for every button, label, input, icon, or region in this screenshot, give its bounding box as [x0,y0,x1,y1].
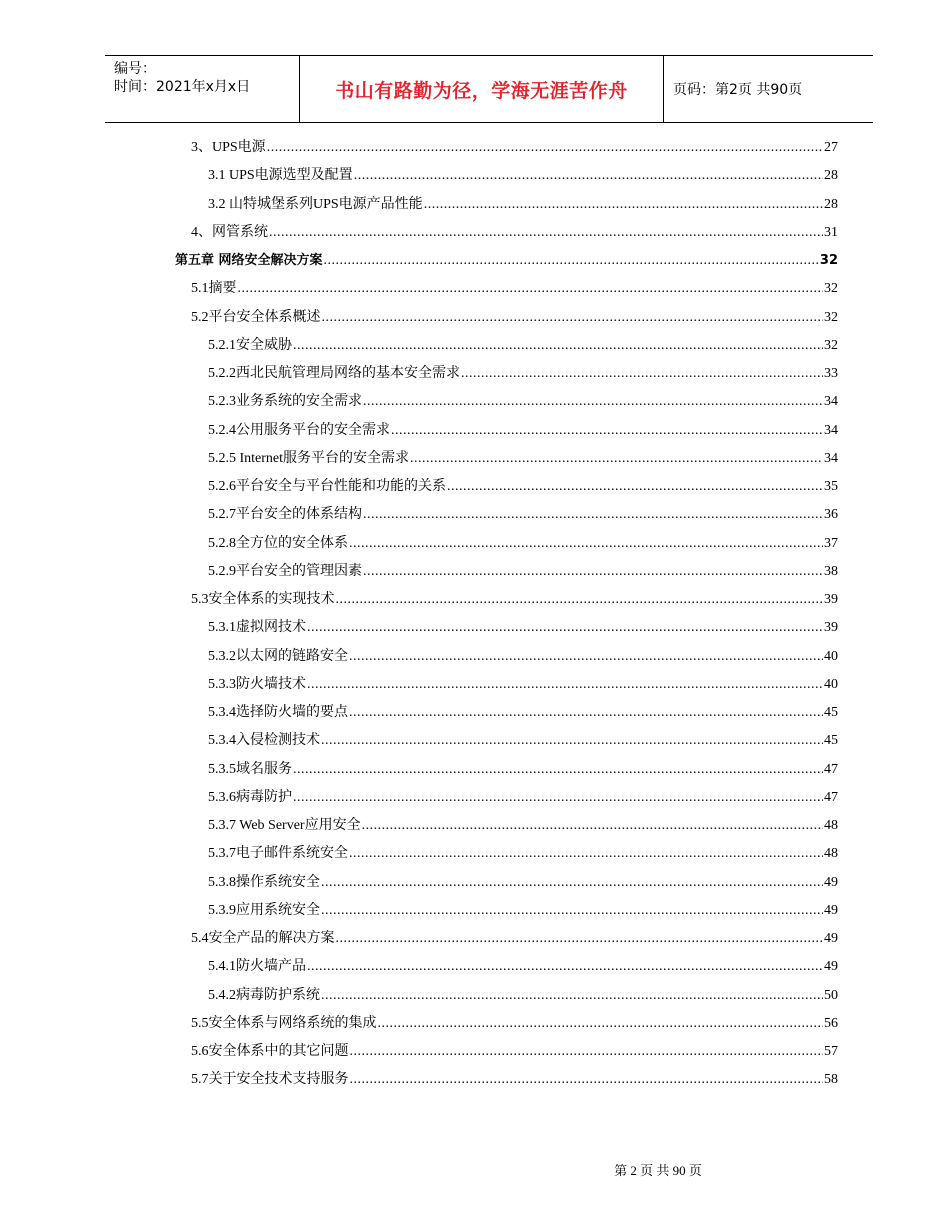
toc-entry-title: 5.2.1安全威胁 [208,337,292,353]
toc-entry-title: 5.3.9应用系统安全 [208,902,320,918]
toc-entry-title: 5.3.1虚拟网技术 [208,620,306,636]
toc-entry-title: 5.4.1防火墙产品 [208,959,306,975]
header-page-label: 页码：第2页 共90页 [673,82,803,98]
toc-leader-dots [362,816,823,836]
toc-leader-dots [350,1070,824,1090]
toc-entry[interactable] [208,731,838,751]
page-header [105,55,873,123]
toc-entry[interactable] [208,195,838,215]
toc-entry-page: 35 [824,479,838,494]
toc-entry-title: 5.2.7平台安全的体系结构 [208,507,362,523]
toc-leader-dots [336,929,824,949]
toc-entry[interactable] [208,675,838,695]
toc-leader-dots [336,590,824,610]
code-label: 编号： [114,61,156,77]
toc-entry[interactable] [208,505,838,525]
toc-entry-page: 32 [824,337,838,353]
toc-leader-dots [391,421,823,441]
toc-leader-dots [238,279,824,299]
toc-entry[interactable] [208,449,838,469]
toc-entry-title: 5.4安全产品的解决方案 [191,931,335,946]
toc-entry[interactable] [208,901,838,921]
header-motto: 书山有路勤为径，学海无涯苦作舟 [300,56,664,122]
toc-entry-page: 49 [824,959,838,975]
toc-entry-page: 28 [824,168,838,184]
toc-leader-dots [378,1014,824,1034]
toc-entry[interactable] [191,929,838,949]
toc-leader-dots [349,534,823,554]
toc-entry-page: 49 [824,902,838,918]
toc-entry[interactable] [208,788,838,808]
toc-entry-title: 3.2 山特城堡系列UPS电源产品性能 [208,196,423,212]
toc-leader-dots [307,957,823,977]
toc-entry-title: 5.5安全体系与网络系统的集成 [191,1015,377,1031]
toc-entry-title: 5.4.2病毒防护系统 [208,987,320,1003]
toc-entry[interactable] [191,1042,838,1062]
toc-entry-page: 48 [824,818,838,833]
toc-entry-page: 38 [824,563,838,579]
toc-leader-dots [307,675,823,695]
toc-leader-dots [267,138,823,158]
toc-entry-page: 27 [824,140,838,155]
toc-entry-page: 47 [824,789,838,805]
toc-entry-title: 3.1 UPS电源选型及配置 [208,168,353,184]
toc-entry[interactable] [208,421,838,441]
toc-entry-title: 5.6安全体系中的其它问题 [191,1044,349,1059]
toc-entry-page: 56 [824,1015,838,1031]
toc-entry-page: 49 [824,874,838,890]
toc-entry[interactable] [208,166,838,186]
toc-entry[interactable] [191,138,838,158]
toc-entry[interactable] [191,279,838,299]
toc-entry-title: 5.2平台安全体系概述 [191,309,321,325]
toc-entry-title: 5.3.8操作系统安全 [208,874,320,890]
toc-entry[interactable] [208,477,838,497]
toc-entry[interactable] [191,223,838,243]
toc-leader-dots [349,703,823,723]
toc-entry-title: 4、网管系统 [191,224,268,240]
toc-entry-page: 39 [824,620,838,636]
toc-entry-title: 5.3.4入侵检测技术 [208,733,320,749]
toc-entry-title: 5.3.7电子邮件系统安全 [208,846,348,862]
toc-leader-dots [293,336,823,356]
toc-entry-page: 57 [824,1044,838,1059]
toc-entry-title: 5.7关于安全技术支持服务 [191,1072,349,1088]
toc-leader-dots [424,195,823,215]
toc-entry[interactable] [208,336,838,356]
toc-leader-dots [461,364,823,384]
toc-entry-title: 5.3.2以太网的链路安全 [208,648,348,664]
toc-entry-page: 34 [824,394,838,410]
toc-entry-title: 5.3.5域名服务 [208,761,292,777]
toc-entry[interactable] [191,1070,838,1090]
toc-entry-page: 39 [824,592,838,607]
toc-leader-dots [293,760,823,780]
toc-entry-page: 33 [824,366,838,381]
toc-entry-page: 48 [824,846,838,862]
toc-entry[interactable] [191,308,838,328]
toc-entry-title: 3、UPS电源 [191,140,266,155]
toc-entry-page: 58 [824,1072,838,1088]
toc-entry[interactable] [191,590,838,610]
toc-entry[interactable] [208,703,838,723]
toc-leader-dots [321,731,823,751]
toc-entry[interactable] [208,844,838,864]
toc-entry[interactable] [208,534,838,554]
toc-entry-title: 5.2.5 Internet服务平台的安全需求 [208,450,410,466]
toc-leader-dots [350,1042,824,1062]
time-label: 时间：2021年x月x日 [114,79,251,95]
toc-leader-dots [363,505,823,525]
toc-entry-title: 5.2.9平台安全的管理因素 [208,563,362,579]
toc-entry[interactable] [208,816,838,836]
toc-entry-title: 5.3.3防火墙技术 [208,676,306,692]
toc-entry-title: 5.3.6病毒防护 [208,789,292,805]
toc-leader-dots [321,901,823,921]
toc-entry-title: 5.3.7 Web Server应用安全 [208,818,361,833]
toc-entry[interactable] [191,1014,838,1034]
footer-page-number: 第 2 页 共 90 页 [614,1163,702,1178]
toc-leader-dots [447,477,823,497]
toc-entry-page: 28 [824,196,838,212]
toc-leader-dots [363,562,823,582]
toc-entry-page: 34 [824,450,838,466]
toc-leader-dots [321,873,823,893]
toc-leader-dots [354,166,823,186]
toc-entry-page: 47 [824,761,838,777]
toc-entry-page: 49 [824,931,838,946]
header-meta [105,56,300,122]
toc-entry-title: 5.2.4公用服务平台的安全需求 [208,422,390,438]
toc-entry-page: 45 [824,733,838,749]
toc-entry-page: 50 [824,987,838,1003]
toc-entry[interactable] [208,647,838,667]
toc-entry-title: 第五章 网络安全解决方案 [175,253,323,268]
toc-leader-dots [324,251,819,271]
page-footer [0,1160,950,1179]
toc-entry[interactable] [208,364,838,384]
toc-entry-page: 34 [824,422,838,438]
toc-leader-dots [321,986,823,1006]
toc-entry[interactable] [208,873,838,893]
toc-entry-title: 5.2.3业务系统的安全需求 [208,394,362,410]
toc-entry[interactable] [208,760,838,780]
toc-entry-title: 5.2.8全方位的安全体系 [208,535,348,551]
toc-entry-page: 37 [824,535,838,551]
toc-entry-title: 5.3安全体系的实现技术 [191,592,335,607]
toc-leader-dots [349,844,823,864]
toc-entry-title: 5.3.4选择防火墙的要点 [208,705,348,720]
toc-entry-page: 31 [824,224,838,240]
toc-entry-page: 40 [824,648,838,664]
toc-leader-dots [410,449,823,469]
toc-leader-dots [293,788,823,808]
toc-entry[interactable] [175,251,838,271]
toc-entry-page: 40 [824,676,838,692]
toc-entry[interactable] [208,986,838,1006]
toc-leader-dots [363,392,823,412]
toc-entry-page: 32 [824,281,838,297]
toc-entry-title: 5.2.6平台安全与平台性能和功能的关系 [208,479,446,494]
toc-entry[interactable] [208,562,838,582]
toc-entry-page: 36 [824,507,838,523]
toc-leader-dots [307,618,823,638]
toc-leader-dots [269,223,823,243]
toc-entry-title: 5.2.2西北民航管理局网络的基本安全需求 [208,366,460,381]
toc-entry[interactable] [208,618,838,638]
toc-entry[interactable] [208,392,838,412]
toc-entry-page: 45 [824,705,838,720]
toc-entry-page: 32 [819,253,838,268]
toc-leader-dots [349,647,823,667]
toc-entry[interactable] [208,957,838,977]
toc-entry-title: 5.1摘要 [191,281,237,297]
toc-entry-page: 32 [824,309,838,325]
toc-leader-dots [322,308,824,328]
